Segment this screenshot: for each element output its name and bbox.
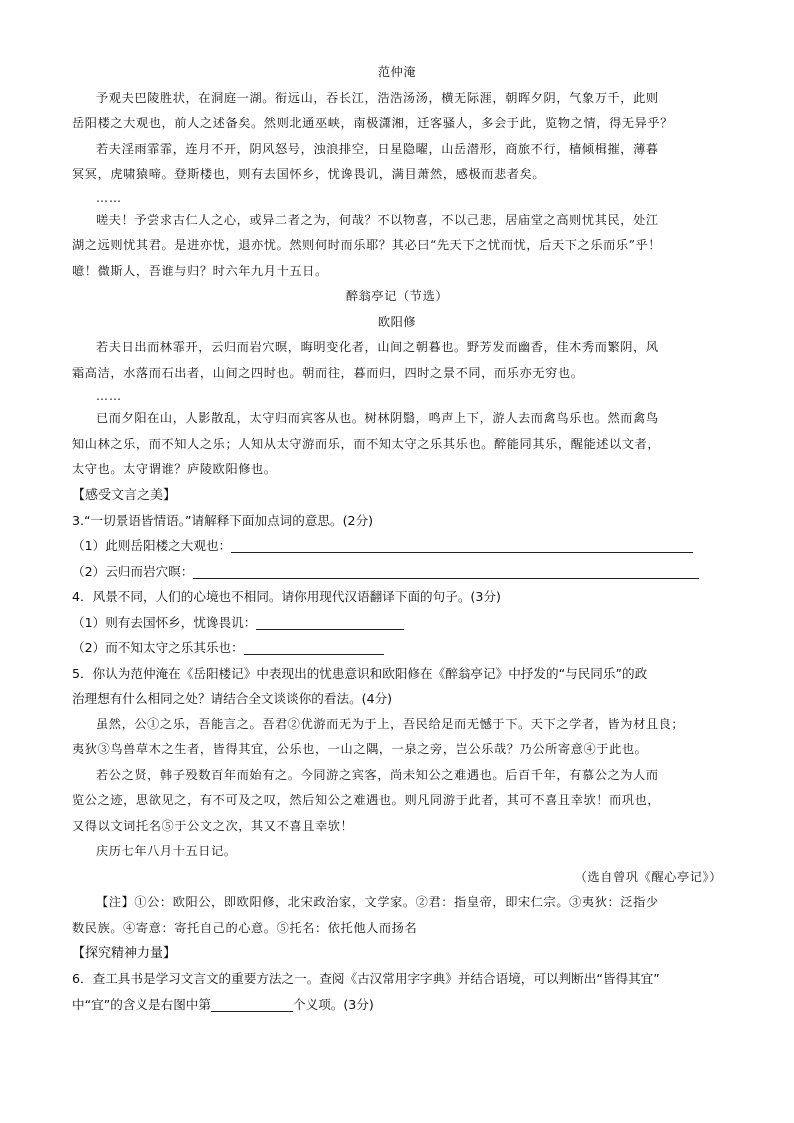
question-6-suffix: 个义项。(3分)	[293, 996, 374, 1012]
question-3-1-label: （1）此则岳阳楼之大观也：	[72, 538, 232, 553]
question-5-line1: 5．你认为范仲淹在《岳阳楼记》中表现出的忧患意识和欧阳修在《醉翁亭记》中抒发的“与民同乐”的政	[72, 665, 648, 681]
xingxin-para1-line1: 虽然，公①之乐，吾能言之。吾君②优游而无为于上，吾民给足而无憾于下。天下之学者，皆为材且良；	[96, 716, 685, 731]
author-fan-zhongyan: 范仲淹	[377, 65, 417, 79]
yueyang-para3-line2: 湖之远则忧其君。是进亦忧，退亦忧。然则何时而乐耶？其必曰“先天下之忧而忧，后天下之乐而乐”乎！	[72, 238, 662, 252]
zuiweng-title: 醉翁亭记（节选）	[345, 289, 449, 303]
section-heading-exploration: 【探究精神力量】	[72, 946, 177, 961]
zuiweng-para2-line1: 已而夕阳在山，人影散乱，太守归而宾客从也。树林阴翳，鸣声上下，游人去而禽鸟乐也。然而禽鸟	[96, 411, 659, 425]
yueyang-para1-line2: 岳阳楼之大观也，前人之述备矣。然则北通巫峡，南极潇湘，迁客骚人，多会于此，览物之情，得无异乎？	[72, 116, 674, 130]
question-4-1-label: （1）则有去国怀乡，忧谗畏讥：	[72, 614, 257, 630]
question-6-line2	[72, 992, 722, 1018]
author-ouyang-xiu: 欧阳修	[377, 314, 417, 329]
yueyang-para3-line1: 嗟夫！予尝求古仁人之心，或异二者之为，何哉？不以物喜，不以己悲，居庙堂之高则忧其民，处江	[96, 212, 659, 227]
question-4-2	[72, 635, 722, 661]
question-3-2-label: （2）云归而岩穴暝：	[72, 563, 194, 579]
zuiweng-para1-line2: 霜高洁，水落而石出者，山间之四时也。朝而往，暮而归，四时之景不同，而乐亦无穷也。	[72, 365, 584, 380]
section-heading-appreciation: 【感受文言之美】	[72, 487, 177, 503]
yueyang-para2-line2: 冥冥，虎啸猿啼。登斯楼也，则有去国怀乡，忧谗畏讥，满目萧然，感极而悲者矣。	[72, 167, 546, 181]
yueyang-para3-line3: 噫！微斯人，吾谁与归？时六年九月十五日。	[72, 263, 328, 278]
xingxin-date: 庆历七年八月十五日记。	[96, 844, 237, 858]
notes-line2: 数民族。④寄意：寄托自己的心意。⑤托名：依托他人而扬名	[72, 920, 418, 935]
yueyang-para1-line1: 予观夫巴陵胜状，在洞庭一湖。衔远山，吞长江，浩浩汤汤，横无际涯，朝晖夕阴，气象万千，此则	[96, 90, 659, 105]
ellipsis: ……	[96, 190, 122, 205]
answer-blank[interactable]	[231, 538, 693, 553]
question-4: 4．风景不同，人们的心境也不相同。请你用现代汉语翻译下面的句子。(3分)	[72, 589, 501, 604]
question-3-1	[72, 533, 722, 559]
zuiweng-para1-line1: 若夫日出而林霏开，云归而岩穴暝，晦明变化者，山间之朝暮也。野芳发而幽香，佳木秀而繁阴，风	[96, 340, 659, 354]
question-4-1	[72, 610, 722, 636]
notes-line1: 【注】①公：欧阳公，即欧阳修，北宋政治家，文学家。②君：指皇帝，即宋仁宗。③夷狄：泛指少	[96, 895, 659, 909]
question-5-line2: 治理想有什么相同之处？请结合全文谈谈你的看法。(4分)	[72, 691, 393, 706]
xingxin-para2-line3: 又得以文词托名⑤于公文之次，其又不喜且幸欤！	[72, 818, 354, 833]
yueyang-para2-line1: 若夫淫雨霏霏，连月不开，阴风怒号，浊浪排空，日星隐曜，山岳潜形，商旅不行，樯倾楫摧，薄暮	[96, 141, 659, 156]
question-6-line1: 6．查工具书是学习文言文的重要方法之一。查阅《古汉常用字字典》并结合语境，可以判断出“皆得其宜”	[72, 971, 660, 986]
question-3-2	[72, 559, 722, 585]
question-6-prefix: 中“宜”的含义是右图中第	[72, 996, 211, 1012]
xingxin-para2-line1: 若公之贤，韩子殁数百年而始有之。今同游之宾客，尚未知公之难遇也。后百千年，有慕公之为人而	[96, 767, 659, 782]
ellipsis: ……	[96, 389, 122, 403]
zuiweng-para2-line3: 太守也。太守谓谁？庐陵欧阳修也。	[72, 462, 277, 476]
zuiweng-para2-line2: 知山林之乐，而不知人之乐；人知从太守游而乐，而不知太守之乐其乐也。醉能同其乐，醒能述以文者，	[72, 436, 661, 451]
answer-blank[interactable]	[211, 997, 293, 1012]
question-4-2-label: （2）而不知太守之乐其乐也：	[72, 640, 244, 655]
xingxin-para2-line2: 览公之迹，思欲见之，有不可及之叹，然后知公之难遇也。则凡同游于此者，其可不喜且幸欤！而巩也，	[72, 793, 661, 807]
question-3: 3.“一切景语皆情语。”请解释下面加点词的意思。(2分)	[72, 512, 374, 528]
answer-blank[interactable]	[256, 615, 404, 630]
source-citation: （选自曾巩《醒心亭记》）	[574, 869, 722, 884]
exam-page	[72, 60, 722, 1017]
answer-blank[interactable]	[193, 564, 699, 579]
answer-blank[interactable]	[244, 640, 384, 655]
xingxin-para1-line2: 夷狄③鸟兽草木之生者，皆得其宜，公乐也，一山之隅，一泉之旁，岂公乐哉？乃公所寄意④于此也。	[72, 742, 648, 756]
